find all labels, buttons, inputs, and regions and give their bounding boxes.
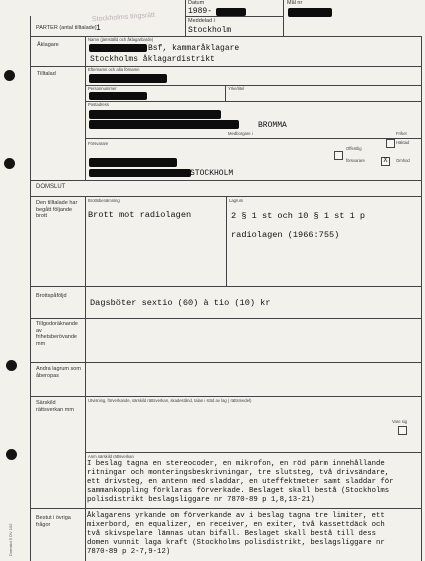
other-laws-label: Andra lagrum som åberopas bbox=[36, 366, 81, 379]
punch-hole bbox=[6, 449, 17, 460]
date-label: Datum bbox=[188, 0, 205, 6]
meeting-label: Meddelad i bbox=[188, 18, 215, 24]
public-counsel-checkbox[interactable] bbox=[334, 151, 343, 160]
defendant-address-label: Postadress bbox=[88, 102, 109, 107]
present-label: Frihet bbox=[396, 131, 407, 136]
court-stamp: Stockholms tingsrätt bbox=[91, 11, 156, 24]
public-option: försvarare bbox=[346, 158, 365, 163]
defendant-label: Tilltalad bbox=[37, 71, 56, 77]
punch-hole bbox=[6, 360, 17, 371]
redaction bbox=[216, 8, 246, 16]
counsel-label: Försvarare bbox=[88, 141, 109, 146]
public-label: Offentlig bbox=[346, 146, 362, 151]
special-effect-label: Särskild rättsverkan mm bbox=[36, 400, 74, 413]
defendant-guardian-label: Medborgare i bbox=[228, 131, 253, 136]
other-line: domen vunnit laga kraft (Stockholms polisdistrikt, beslagsliggare nr bbox=[87, 539, 385, 547]
parties-count: 1 bbox=[96, 24, 101, 33]
form-code: Domstol 5 DV 102 bbox=[8, 523, 13, 556]
redaction bbox=[89, 158, 177, 167]
punch-hole bbox=[4, 70, 15, 81]
redaction bbox=[89, 74, 167, 83]
redaction bbox=[89, 44, 147, 52]
law-col-label: Lagrum bbox=[229, 198, 244, 203]
seizure-label: Anm särskild rättsverkan bbox=[88, 454, 134, 459]
case-label: Mål nr bbox=[287, 0, 303, 6]
defendant-name-label: Efternamn och alla förnamn bbox=[88, 67, 140, 72]
defendant-id-label: Personnummer bbox=[88, 86, 117, 91]
offense-col-label: Brottsbenämning bbox=[88, 198, 120, 203]
law-line-2: radiolagen (1966:755) bbox=[231, 230, 340, 240]
parties-label: PARTER (antal tilltalade) bbox=[36, 25, 97, 31]
prosecutor-district: Stockholms åklagardistrikt bbox=[90, 55, 215, 64]
redaction bbox=[89, 120, 239, 129]
penalty-label: Brottspåföljd bbox=[36, 293, 67, 299]
other-line: mixerbord, en equalizer, en receiver, en exiter, två kassettdäck och bbox=[87, 521, 385, 529]
meeting-value: Stockholm bbox=[188, 26, 232, 35]
seizure-line: I beslag tagna en stereocoder, en mikrofon, en röd pärm innehållande bbox=[87, 460, 385, 468]
counsel-city: STOCKHOLM bbox=[190, 169, 234, 178]
offense-row-label: Den tilltalade har begått följande brott bbox=[36, 200, 78, 219]
box-label: Vare sig bbox=[392, 419, 408, 424]
penalty-value: Dagsböter sextio (60) à tio (10) kr bbox=[90, 298, 271, 308]
seizure-line: ett drivsteg, en antenn med sladdar, en uteffektmeter samt sladdar för bbox=[87, 478, 394, 486]
special-col-label: Utvisning, förverkande, särskild rättsverkan, skadestånd, talan i stöd av lag ( rättsmedel) bbox=[88, 398, 252, 403]
private-counsel-checkbox[interactable]: X bbox=[381, 157, 390, 166]
other-line: två skivspelare lämnas utan bifall. Beslaget skall bestå till dess bbox=[87, 530, 377, 538]
seizure-line: polisdistrikt beslagsliggare nr 7870-89 p 1,8,13-21) bbox=[87, 496, 315, 504]
redaction bbox=[89, 169, 191, 177]
punch-hole bbox=[4, 158, 15, 169]
seizure-line: ritningar och monteringsbeskrivningar, tre slutsteg, två drivsändare, bbox=[87, 469, 390, 477]
private-option: Omhod bbox=[396, 158, 410, 163]
other-line: 7870-89 p 2-7,9-12) bbox=[87, 548, 171, 556]
prosecutor-name-value: Bsf, kammaråklagare bbox=[148, 44, 240, 53]
prosecutor-label: Åklagare bbox=[37, 42, 59, 48]
present-option: Häktad bbox=[396, 140, 410, 145]
seizure-line: sammankoppling förklaras förverkade. Beslaget skall bestå (Stockholms bbox=[87, 487, 390, 495]
redaction bbox=[89, 110, 221, 119]
defendant-occupation-label: Yrke/titel bbox=[228, 86, 245, 91]
other-decisions-label: Bestut i övriga frågor bbox=[36, 515, 71, 528]
other-line: Åklagarens yrkande om förverkande av i beslag tagna tre limiter, ett bbox=[87, 512, 385, 520]
judgment-section-title: DOMSLUT bbox=[36, 184, 66, 190]
redaction bbox=[288, 8, 332, 17]
special-checkbox[interactable] bbox=[398, 426, 407, 435]
redaction bbox=[89, 92, 147, 100]
detention-credit-label: Tillgodoräknande av frihetsberövande mm bbox=[36, 321, 78, 347]
offense-value: Brott mot radiolagen bbox=[88, 210, 192, 220]
prosecutor-name-label: Namn (jämställd och åklagarbarde) bbox=[88, 37, 154, 42]
law-line-1: 2 § 1 st och 10 § 1 st 1 p bbox=[231, 211, 366, 221]
defendant-city: BROMMA bbox=[258, 121, 287, 130]
detention-checkbox[interactable] bbox=[386, 139, 395, 148]
date-value: 1989- bbox=[188, 7, 213, 16]
